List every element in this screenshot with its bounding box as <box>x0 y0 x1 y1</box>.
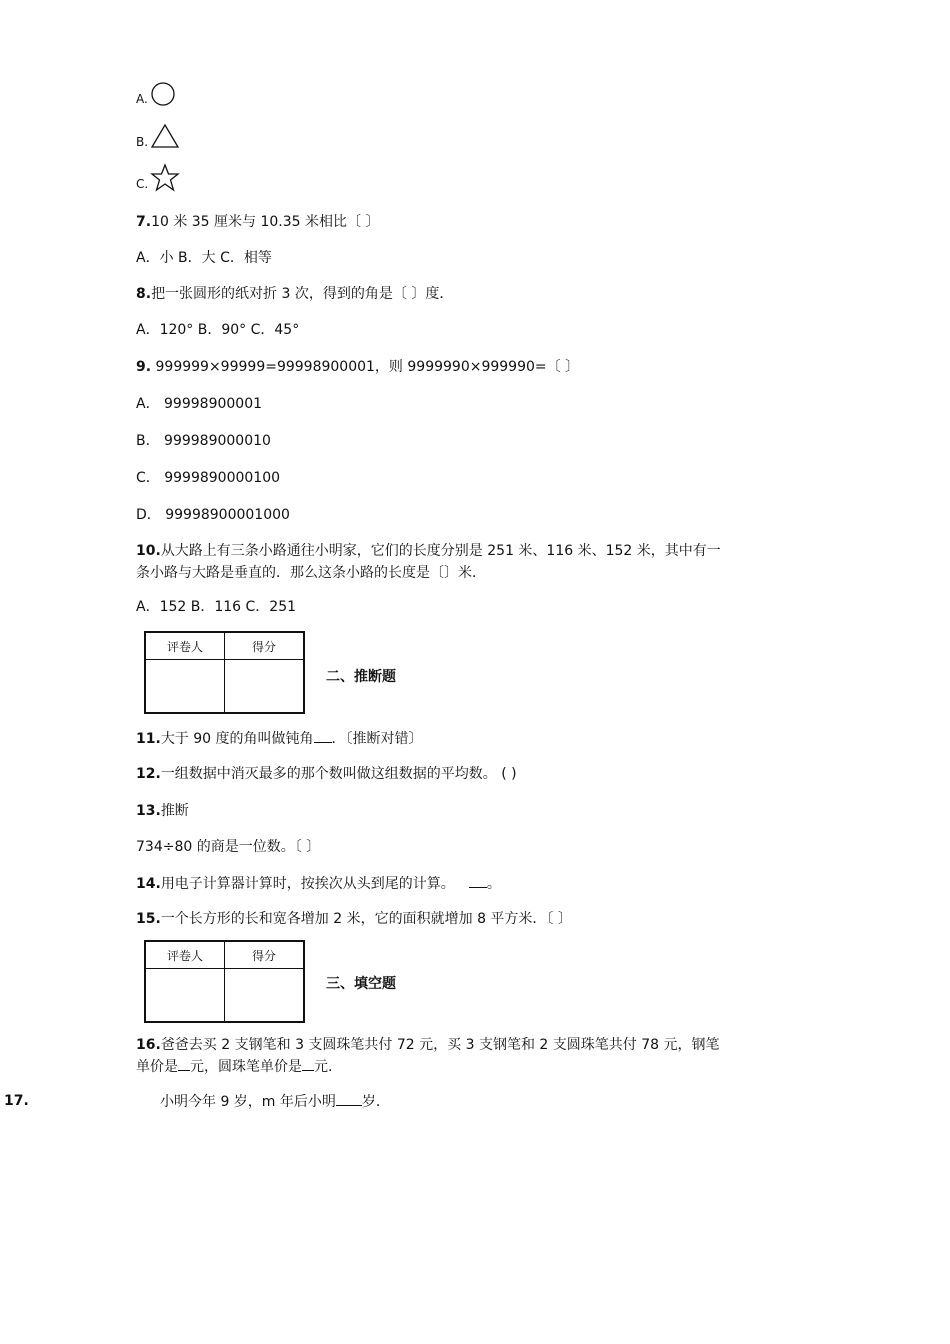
score-header: 得分 <box>225 632 305 660</box>
q6-option-a <box>136 92 148 106</box>
star-icon <box>150 163 182 193</box>
question-9-option-c: C． 9999890000100 <box>136 470 281 486</box>
answer-blank[interactable] <box>469 873 487 888</box>
answer-blank[interactable] <box>302 1056 314 1071</box>
section-title: 三、填空题 <box>326 976 396 992</box>
question-7 <box>136 212 379 232</box>
question-number: 10. <box>136 543 161 559</box>
question-16-line2 <box>136 1056 332 1077</box>
answer-blank[interactable] <box>178 1056 190 1071</box>
question-11 <box>136 728 423 749</box>
question-text: 小明今年 9 岁，m 年后小明 <box>160 1094 336 1110</box>
question-15 <box>136 909 572 929</box>
question-suffix: 。 <box>486 876 501 892</box>
question-16 <box>136 1035 719 1055</box>
question-text: 单价是 <box>136 1059 178 1075</box>
question-text: 元. <box>314 1059 333 1075</box>
question-text: 把一张圆形的纸对折 3 次，得到的角是〔 〕度． <box>151 286 454 302</box>
score-table <box>144 940 305 1023</box>
question-number: 11. <box>136 731 161 747</box>
question-text: 大于 90 度的角叫做钝角 <box>160 731 314 747</box>
question-number: 12. <box>136 766 161 782</box>
question-number: 14. <box>136 876 161 892</box>
question-number: 16. <box>136 1037 161 1053</box>
question-suffix: ．〔推断对错〕 <box>331 731 423 747</box>
score-header: 得分 <box>225 941 305 969</box>
question-text: 推断 <box>160 803 189 819</box>
question-text: 一个长方形的长和宽各增加 2 米，它的面积就增加 8 平方米．〔 〕 <box>160 911 572 927</box>
answer-blank[interactable] <box>336 1091 362 1106</box>
triangle-icon <box>150 123 182 151</box>
grader-cell <box>145 660 225 714</box>
section-title: 二、推断题 <box>326 669 396 685</box>
circle-icon <box>150 80 178 108</box>
question-text: 一组数据中消灭最多的那个数叫做这组数据的平均数。 ( ) <box>160 766 517 782</box>
question-14 <box>136 873 501 894</box>
question-number: 8. <box>136 286 152 302</box>
question-7-options: A．小 B．大 C．相等 <box>136 250 272 266</box>
option-label: A. <box>136 92 148 106</box>
grader-cell <box>145 969 225 1023</box>
score-cell <box>225 660 305 714</box>
option-label: C. <box>136 177 149 191</box>
question-text: 用电子计算器计算时，按挨次从头到尾的计算。 <box>160 876 455 892</box>
question-17-number <box>4 1091 29 1111</box>
grader-header: 评卷人 <box>145 632 225 660</box>
question-text: 爸爸去买 2 支钢笔和 3 支圆珠笔共付 72 元，买 3 支钢笔和 2 支圆珠笔共付 78 元，钢笔 <box>160 1037 720 1053</box>
q6-option-b <box>136 135 148 149</box>
question-17 <box>160 1091 390 1112</box>
question-number: 13. <box>136 803 161 819</box>
score-cell <box>225 969 305 1023</box>
question-8-options: A．120° B．90° C．45° <box>136 322 300 338</box>
question-text: 10 米 35 厘米与 10.35 米相比〔 〕 <box>151 214 380 230</box>
q6-option-c <box>136 177 148 191</box>
option-label: B. <box>136 135 149 149</box>
question-13 <box>136 801 189 821</box>
question-10-options: A．152 B．116 C．251 <box>136 599 297 615</box>
question-number: 7. <box>136 214 152 230</box>
grader-header: 评卷人 <box>145 941 225 969</box>
question-text: 从大路上有三条小路通往小明家，它们的长度分别是 251 米、116 米、152 米，其中有一 <box>160 543 721 559</box>
question-10-line2: 条小路与大路是垂直的．那么这条小路的长度是〔〕米． <box>136 565 486 581</box>
question-number: 15. <box>136 911 161 927</box>
question-text: 元，圆珠笔单价是 <box>190 1059 302 1075</box>
question-number: 9. <box>136 359 152 375</box>
question-13-sub: 734÷80 的商是一位数。〔 〕 <box>136 839 321 855</box>
question-8 <box>136 284 453 304</box>
question-number: 17. <box>4 1093 29 1109</box>
answer-blank[interactable] <box>314 728 332 743</box>
question-9-option-a: A． 99998900001 <box>136 396 263 412</box>
question-suffix: 岁． <box>361 1094 390 1110</box>
question-9 <box>136 357 579 377</box>
question-12 <box>136 764 517 784</box>
score-table <box>144 631 305 714</box>
question-text: 999999×99999=99998900001，则 9999990×999990=〔 〕 <box>151 359 580 375</box>
question-9-option-b: B． 999989000010 <box>136 433 271 449</box>
question-9-option-d: D． 99998900001000 <box>136 507 290 523</box>
question-10 <box>136 541 721 561</box>
